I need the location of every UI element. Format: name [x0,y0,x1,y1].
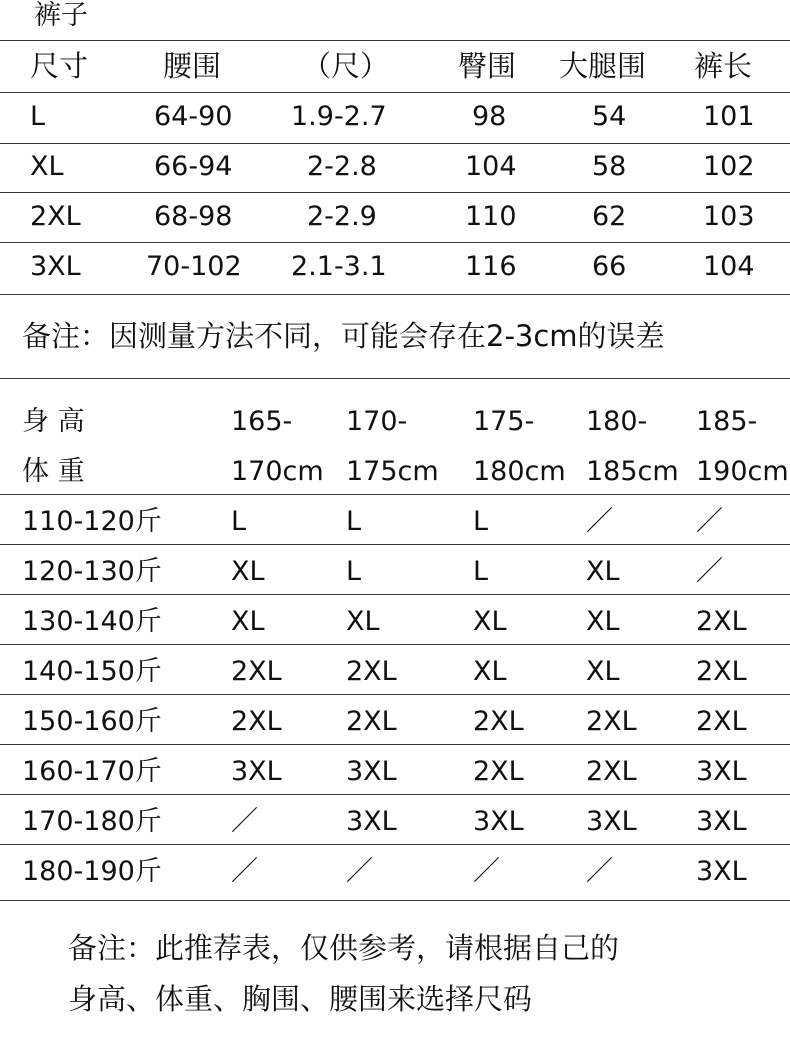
size-recommendation: 2XL [696,706,747,737]
size-cell: 2XL [30,201,81,232]
height-range-bottom: 180cm [473,456,566,487]
size-recommendation: L [231,506,247,537]
height-range-top: 165- [231,406,293,437]
corner-weight-label: 体 重 [22,456,85,487]
divider [0,494,790,495]
size-recommendation: 3XL [473,806,524,837]
hip-cell: 98 [472,101,507,132]
unit-cell: 2-2.8 [307,151,377,182]
size-recommendation: XL [473,606,507,637]
unit-cell: 2-2.9 [307,201,377,232]
divider [0,92,790,93]
length-cell: 104 [703,251,755,282]
size-recommendation: 2XL [586,756,637,787]
header-thigh: 大腿围 [559,49,647,83]
size-recommendation: ／ [231,806,258,837]
header-size: 尺寸 [30,49,89,83]
size-recommendation: L [346,506,362,537]
recommend-note-line2: 身高、体重、胸围、腰围来选择尺码 [68,982,533,1016]
size-recommendation: 3XL [346,756,397,787]
weight-range: 180-190斤 [22,856,162,887]
weight-range: 110-120斤 [22,506,162,537]
recommend-note-line1: 备注：此推荐表，仅供参考，请根据自己的 [68,931,620,965]
size-recommendation: 2XL [231,656,282,687]
divider [0,644,790,645]
height-range-top: 175- [473,406,535,437]
size-recommendation: ／ [346,856,373,887]
size-cell: L [30,101,46,132]
header-length: 裤长 [694,49,753,83]
size-recommendation: 3XL [346,806,397,837]
length-cell: 102 [703,151,755,182]
height-range-top: 185- [696,406,758,437]
divider [0,242,790,243]
divider [0,744,790,745]
size-recommendation: 3XL [696,856,747,887]
divider [0,694,790,695]
unit-cell: 2.1-3.1 [291,251,387,282]
divider [0,544,790,545]
header-hip: 臀围 [458,49,517,83]
divider [0,900,790,901]
size-cell: XL [30,151,64,182]
pants-note: 备注：因测量方法不同，可能会存在2-3cm的误差 [22,319,665,353]
header-unit: （尺） [302,49,390,83]
divider [0,794,790,795]
thigh-cell: 58 [592,151,627,182]
size-recommendation: L [346,556,362,587]
divider [0,40,790,41]
corner-height-label: 身 高 [22,406,85,437]
size-recommendation: 3XL [696,756,747,787]
size-recommendation: 2XL [473,706,524,737]
hip-cell: 104 [465,151,517,182]
size-recommendation: 2XL [586,706,637,737]
height-range-bottom: 170cm [231,456,324,487]
divider [0,378,790,379]
divider [0,594,790,595]
divider [0,192,790,193]
divider [0,294,790,295]
thigh-cell: 54 [592,101,627,132]
size-recommendation: ／ [696,506,723,537]
hip-cell: 116 [465,251,517,282]
weight-range: 120-130斤 [22,556,162,587]
waist-cell: 68-98 [154,201,233,232]
size-recommendation: ／ [586,506,613,537]
weight-range: 150-160斤 [22,706,162,737]
weight-range: 140-150斤 [22,656,162,687]
length-cell: 103 [703,201,755,232]
waist-cell: 64-90 [154,101,233,132]
size-recommendation: XL [586,656,620,687]
size-recommendation: XL [473,656,507,687]
size-recommendation: XL [586,556,620,587]
size-cell: 3XL [30,251,81,282]
thigh-cell: 62 [592,201,627,232]
weight-range: 170-180斤 [22,806,162,837]
size-recommendation: ／ [231,856,258,887]
size-recommendation: ／ [586,856,613,887]
size-recommendation: 2XL [346,656,397,687]
size-recommendation: L [473,506,489,537]
thigh-cell: 66 [592,251,627,282]
length-cell: 101 [703,101,755,132]
size-recommendation: 2XL [473,756,524,787]
waist-cell: 70-102 [146,251,242,282]
weight-range: 130-140斤 [22,606,162,637]
hip-cell: 110 [465,201,517,232]
size-recommendation: XL [231,556,265,587]
size-recommendation: XL [231,606,265,637]
size-recommendation: ／ [473,856,500,887]
height-range-bottom: 190cm [696,456,789,487]
size-recommendation: L [473,556,489,587]
size-recommendation: 2XL [696,606,747,637]
height-range-top: 180- [586,406,648,437]
weight-range: 160-170斤 [22,756,162,787]
waist-cell: 66-94 [154,151,233,182]
header-waist: 腰围 [163,49,222,83]
size-recommendation: 2XL [231,706,282,737]
height-range-bottom: 175cm [346,456,439,487]
size-recommendation: XL [586,606,620,637]
size-recommendation: 3XL [696,806,747,837]
height-range-bottom: 185cm [586,456,679,487]
size-recommendation: 3XL [586,806,637,837]
divider [0,143,790,144]
unit-cell: 1.9-2.7 [291,101,387,132]
size-recommendation: 2XL [346,706,397,737]
size-recommendation: ／ [696,556,723,587]
height-range-top: 170- [346,406,408,437]
size-recommendation: XL [346,606,380,637]
size-recommendation: 3XL [231,756,282,787]
divider [0,844,790,845]
pants-title: 裤子 [34,0,88,31]
size-recommendation: 2XL [696,656,747,687]
